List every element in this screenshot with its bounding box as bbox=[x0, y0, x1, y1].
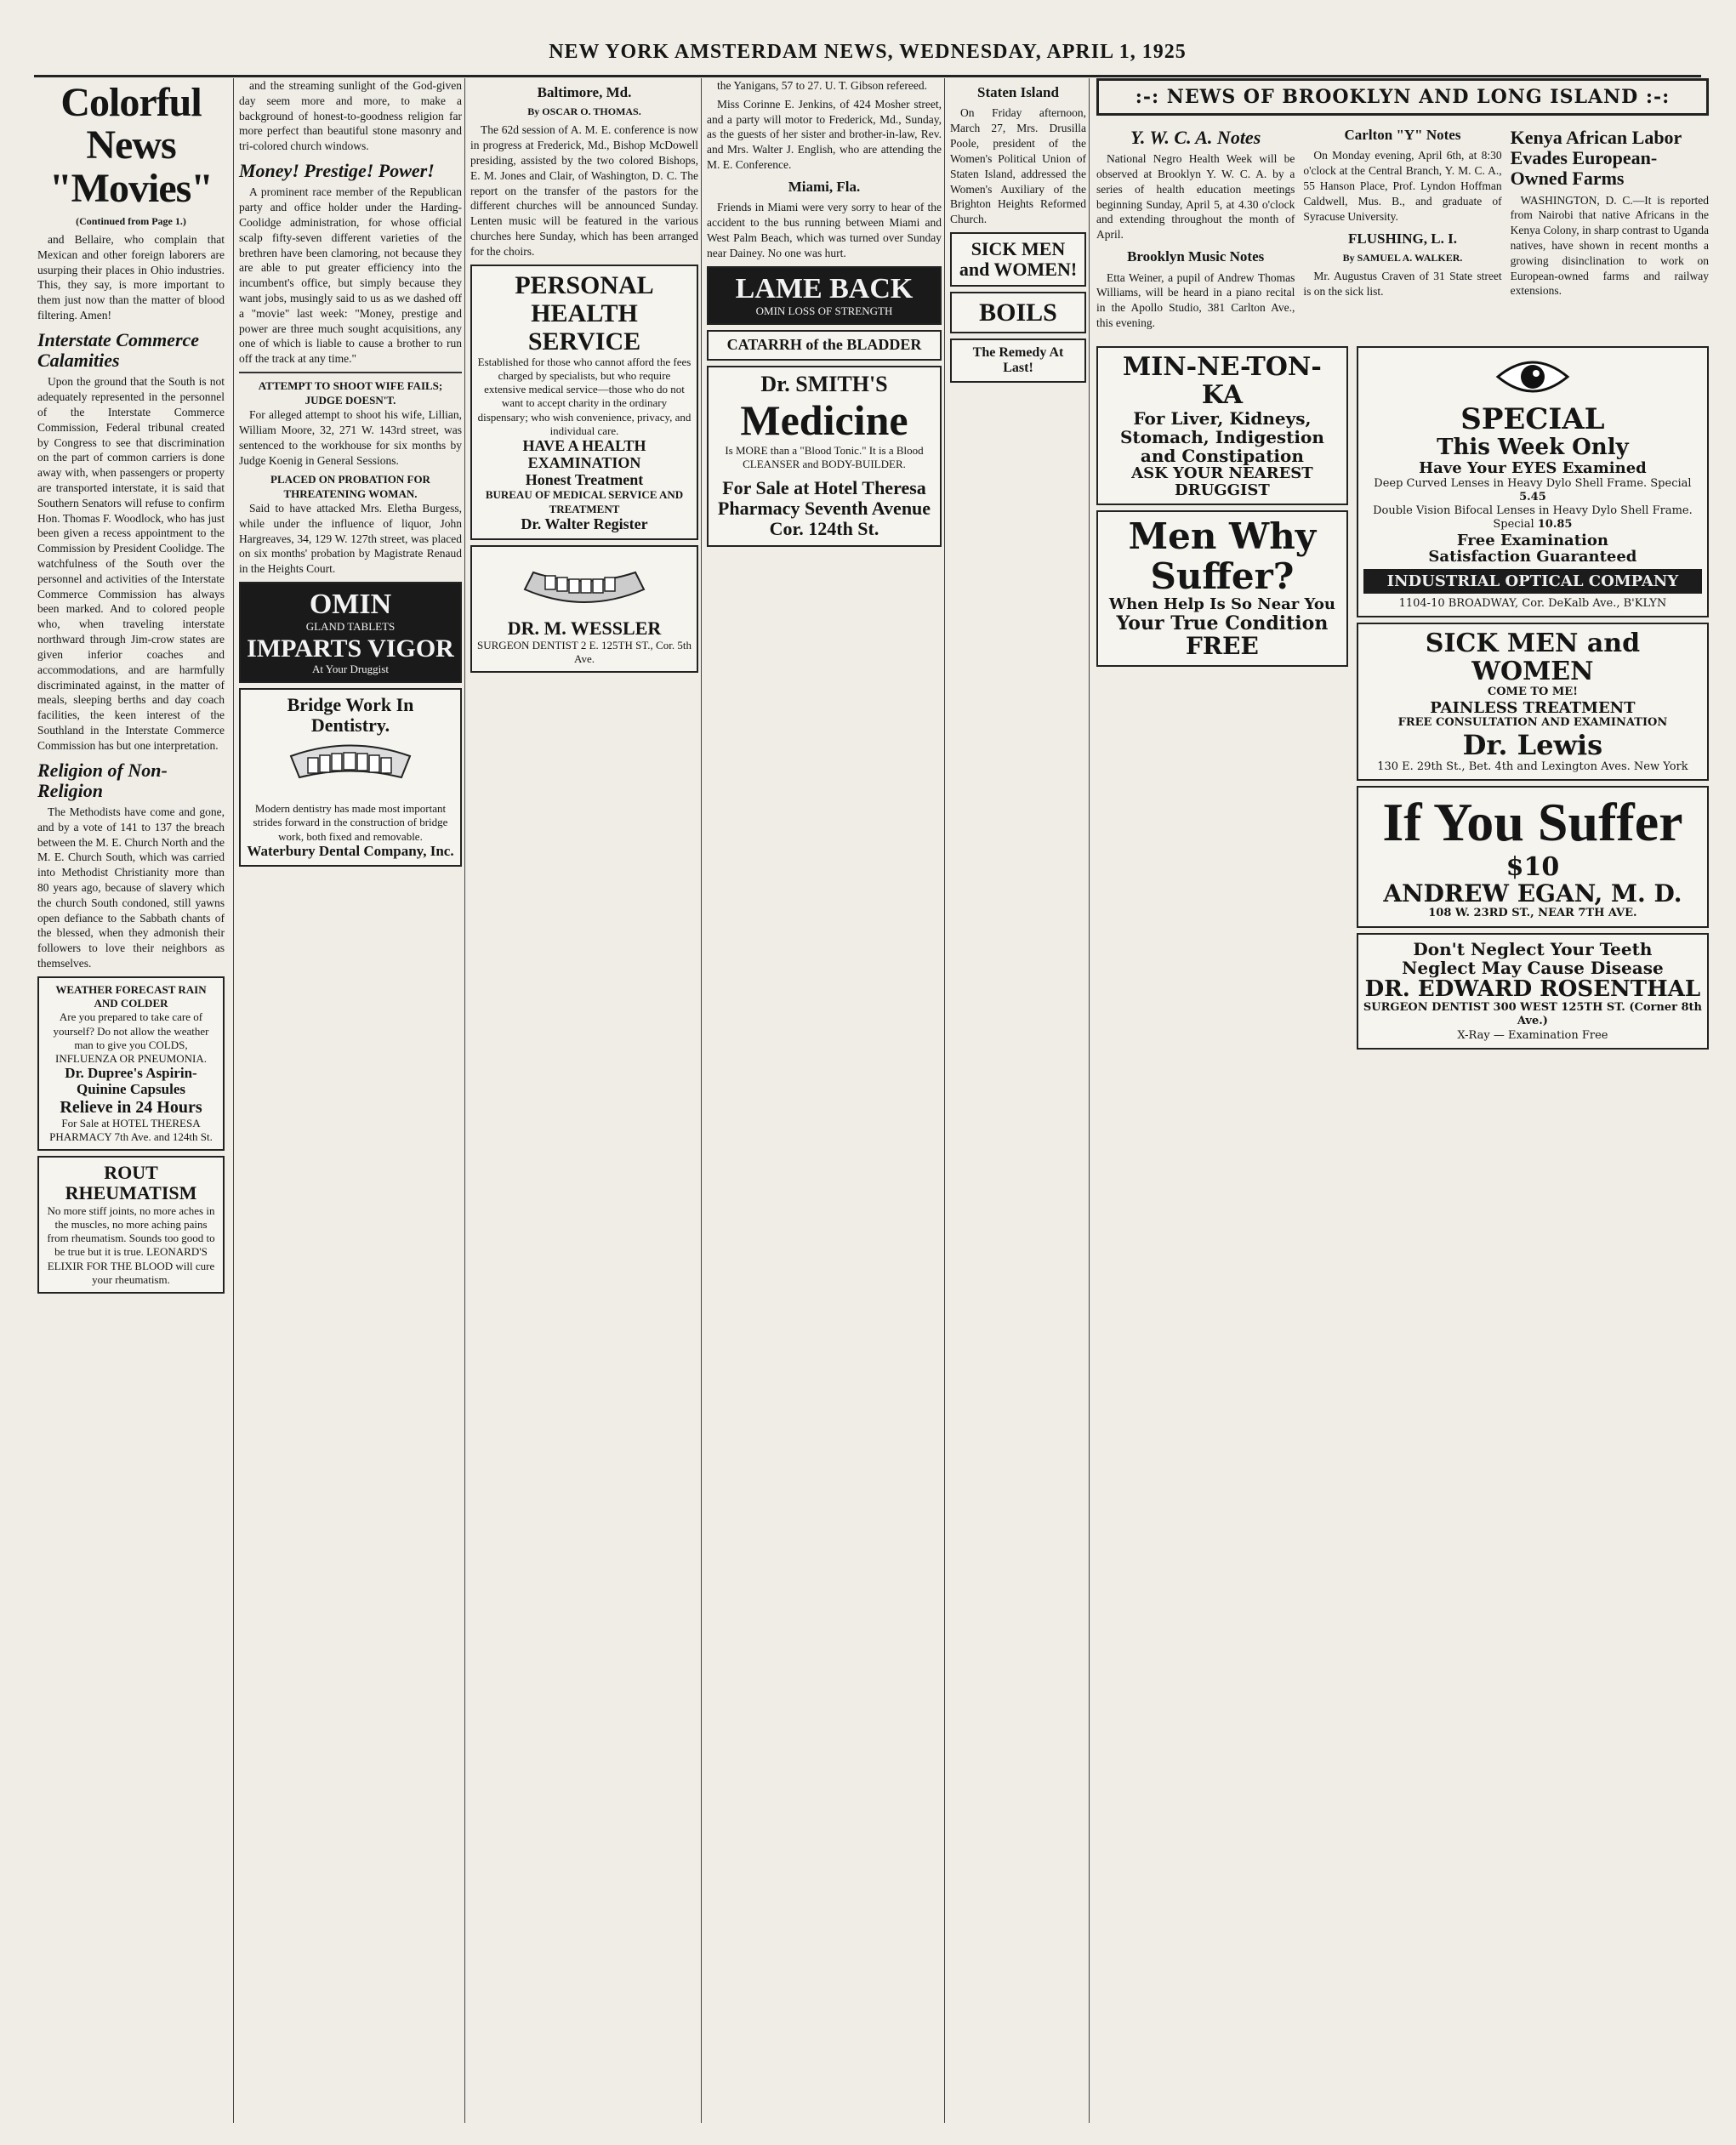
ad-exam-free: Examination Free bbox=[1507, 1028, 1608, 1042]
ad-omin-tablets bbox=[239, 582, 462, 683]
ad-weather-product: Dr. Dupree's Aspirin-Quinine Capsules bbox=[65, 1065, 197, 1098]
ad-rout-rheumatism bbox=[37, 1156, 225, 1294]
article-body-flushing: Mr. Augustus Craven of 31 State street is on the sick list. bbox=[1303, 269, 1502, 298]
article-body-ywca: National Negro Health Week will be observed at Brooklyn Y. W. C. A. by a series of health education meetings beginning Sunday, April 5, at 4.30 o'clock and extending throughout the month of April. bbox=[1096, 152, 1295, 242]
article-lead: and the streaming sunlight of the God-given day seem more and more, to make a background of honest-to-goodness religion far more perfect than beautiful stone masonry and tri-colored church windows. bbox=[239, 79, 462, 153]
ad-smith-name: Dr. SMITH'S bbox=[760, 372, 888, 396]
ad-dr-lewis: Dr. Lewis bbox=[1462, 728, 1603, 761]
continued-note: (Continued from Page 1.) bbox=[76, 215, 186, 228]
byline-flushing: By SAMUEL A. WALKER. bbox=[1342, 251, 1463, 264]
ad-special-heading: SPECIAL bbox=[1460, 401, 1605, 436]
dateline-baltimore: Baltimore, Md. bbox=[537, 84, 632, 100]
ad-minnetonka-ask: ASK YOUR NEAREST DRUGGIST bbox=[1131, 464, 1313, 499]
ad-phs-bureau: BUREAU OF MEDICAL SERVICE AND TREATMENT bbox=[485, 488, 684, 515]
brooklyn-section bbox=[1089, 78, 1709, 2123]
brooklyn-col-1 bbox=[1096, 121, 1295, 334]
column-4 bbox=[701, 78, 942, 2123]
section-heading-religion: Religion of Non-Religion bbox=[37, 759, 168, 801]
headline-probation: PLACED ON PROBATION FOR THREATENING WOMAN. bbox=[270, 472, 430, 500]
ad-catarrh bbox=[707, 330, 942, 361]
article-body-attempt: For alleged attempt to shoot his wife, Lillian, William Moore, 32, 271 W. 143rd street, was sentenced to the workhouse for six months by Judge Koenig in General Sessions. bbox=[239, 408, 462, 467]
ad-rosenthal-name: DR. EDWARD ROSENTHAL bbox=[1364, 976, 1701, 1002]
column-3 bbox=[464, 78, 698, 2123]
article-lead: the Yanigans, 57 to 27. U. T. Gibson refereed. bbox=[717, 79, 927, 92]
ad-special-eyes bbox=[1357, 346, 1709, 618]
ad-painless: PAINLESS TREATMENT bbox=[1430, 698, 1636, 717]
ad-rosenthal-teeth bbox=[1357, 933, 1709, 1050]
offer-1-price: 5.45 bbox=[1519, 490, 1546, 504]
ad-remedy-heading: The Remedy At Last! bbox=[972, 345, 1064, 375]
ad-menwhy-condition: Your True Condition bbox=[1116, 612, 1329, 634]
eye-icon bbox=[1494, 353, 1571, 401]
ad-egan-name: ANDREW EGAN, M. D. bbox=[1383, 879, 1682, 908]
article-body-carlton: On Monday evening, April 6th, at 8:30 o'clock at the Central Branch, Y. M. C. A., 55 Hanson Place, Prof. Lyndon Hoffman Caldwell, Mus. B., and graduate of Syracuse University. bbox=[1303, 149, 1502, 223]
ad-bridge-heading: Bridge Work In Dentistry. bbox=[287, 693, 414, 737]
ad-sick-men-women bbox=[1357, 623, 1709, 781]
ad-xray: X-Ray bbox=[1457, 1028, 1490, 1042]
dateline-miami: Miami, Fla. bbox=[788, 178, 861, 195]
ad-bridge-company: Waterbury Dental Company, Inc. bbox=[247, 842, 454, 859]
ad-sick-men bbox=[950, 232, 1086, 287]
ad-wessler-dentist bbox=[470, 545, 698, 674]
ad-lame-back bbox=[707, 266, 942, 326]
offer-2-price: 10.85 bbox=[1537, 518, 1573, 532]
heading-music: Brooklyn Music Notes bbox=[1127, 248, 1265, 265]
ad-special-offer-1 bbox=[1363, 477, 1702, 505]
ad-minnetonka-heading: MIN-NE-TON-KA bbox=[1123, 351, 1322, 410]
ad-phs-exam: HAVE A HEALTH EXAMINATION bbox=[522, 437, 646, 471]
ad-weather-sale: For Sale at HOTEL THERESA PHARMACY 7th Ave. and 124th St. bbox=[49, 1116, 213, 1143]
ad-suffer-price: $10 bbox=[1505, 851, 1560, 882]
heading-flushing: FLUSHING, L. I. bbox=[1347, 230, 1457, 247]
ad-free-consultation: FREE CONSULTATION AND EXAMINATION bbox=[1397, 716, 1668, 730]
ad-omin-brand: OMIN bbox=[309, 588, 392, 620]
ad-omin-type: GLAND TABLETS bbox=[305, 620, 396, 634]
article-lead: and Bellaire, who complain that Mexican and other foreign laborers are usurping their places in Ohio industries. This, they say, is more important to them just now than the matter of blood filtering. Amen! bbox=[37, 233, 225, 322]
article-body-music: Etta Weiner, a pupil of Andrew Thomas Williams, will be heard in a piano recital in the Apollo Studio, 381 Carlton Ave., this evening. bbox=[1096, 270, 1295, 329]
ad-smith-medicine: Medicine bbox=[740, 395, 908, 444]
byline: By OSCAR O. THOMAS. bbox=[527, 105, 641, 118]
ad-special-eyes-text: Have Your EYES Examined bbox=[1419, 458, 1647, 477]
column-5 bbox=[944, 78, 1086, 2123]
section-banner: :-: NEWS OF BROOKLYN AND LONG ISLAND :-: bbox=[1096, 78, 1709, 116]
ad-sickmen-come: COME TO ME! bbox=[1487, 686, 1578, 699]
ad-column-right bbox=[1357, 341, 1709, 1055]
headline-colorful-news: Colorful News "Movies" bbox=[49, 80, 213, 211]
ad-boils-heading: BOILS bbox=[979, 299, 1057, 327]
heading-kenya: Kenya African Labor Evades European-Owned Farms bbox=[1510, 127, 1682, 190]
ad-special-offer-2 bbox=[1363, 504, 1702, 532]
ad-teeth-heading: Don't Neglect Your Teeth bbox=[1413, 938, 1653, 959]
dateline-staten-island: Staten Island bbox=[977, 84, 1059, 100]
offer-1-label: Deep Curved Lenses in Heavy Dylo Shell Frame. Special bbox=[1374, 476, 1692, 490]
masthead: NEW YORK AMSTERDAM NEWS, WEDNESDAY, APRIL 1, 1925 bbox=[34, 41, 1701, 77]
ad-weather-body: Are you prepared to take care of yourself? Do not allow the weather man to give you COLDS, INFLUENZA OR PNEUMONIA. bbox=[53, 1010, 209, 1066]
ad-satisfaction: Satisfaction Guaranteed bbox=[1428, 548, 1637, 566]
brooklyn-col-3 bbox=[1511, 121, 1709, 334]
divider bbox=[239, 372, 462, 373]
article-body-money: A prominent race member of the Republican party and office holder under the Harding-Coolidge administration, for whose official scalp fifty-seven different varieties of the brethren have been clamoring, not because they are able to put greater efficiency into the incumbent's office, but simply because they want jobs, musingly said to us as we dashed off a "movie" last week: "Money, prestige and power are three much sought acquisitions, any one of which is liable to cause a brother to run off the track at any time." bbox=[239, 185, 462, 366]
article-body-interstate: Upon the ground that the South is not adequately represented in the personnel of the Interstate Commerce Commission, Federal tribunal created by Congress to see that discrimination on the part of common carriers is done away with, when passengers or property are transported interstate, it is said that Southern Senators will refuse to confirm Hon. Thomas F. Woodlock, who has just been given a recess appointment to the Commission by President Coolidge. The watchfulness of the South over the personnel and activities of the Interstate Commerce Commission has always been marked. And to colored people who, when traveling interstate northward through Jim-crow states are given inferior coaches and accommodations, and are harmfully discriminated against, in the matter of meals, sleeping berths and day coach facilities, the keen interest of the Southland in the Interstate Commerce Commission has but one interpretation. bbox=[37, 375, 225, 752]
ad-smith-sale: For Sale at Hotel Theresa Pharmacy Seventh Avenue Cor. 124th St. bbox=[717, 477, 931, 540]
ad-special-week: This Week Only bbox=[1437, 435, 1629, 461]
ad-omin-vigor: IMPARTS VIGOR bbox=[247, 634, 454, 663]
ad-lame-heading: LAME BACK bbox=[735, 272, 914, 304]
ad-rosenthal-footer: X-Ray — Examination Free bbox=[1457, 1028, 1608, 1042]
ad-min-ne-ton-ka bbox=[1096, 346, 1348, 506]
ad-menwhy-sub: When Help Is So Near You bbox=[1108, 595, 1335, 613]
ad-rosenthal-address: SURGEON DENTIST 300 WEST 125TH ST. (Corner 8th Ave.) bbox=[1363, 1001, 1702, 1028]
ad-catarrh-heading: CATARRH of the BLADDER bbox=[726, 336, 922, 354]
ad-rout-body: No more stiff joints, no more aches in the muscles, no more aching pains from rheumatism. Sounds too good to be true but it is true. LEONARD'S ELIXIR FOR THE BLOOD will cure your rheumatism. bbox=[47, 1203, 215, 1286]
heading-carlton: Carlton "Y" Notes bbox=[1344, 127, 1461, 143]
article-body-baltimore: The 62d session of A. M. E. conference is now in progress at Frederick, Md., Bishop McDowell presiding, assisted by the two colored Bishops, E. M. Jones and Clair, of Washington, D. C. The report on the transfer of the pastors for the different churches will be announced Sunday. Lenten music will be featured in the various churches here Sunday, which has been arranged for the choirs. bbox=[470, 123, 698, 258]
ad-sick-heading: SICK MEN and WOMEN! bbox=[959, 237, 1078, 281]
ad-menwhy-free: FREE bbox=[1185, 631, 1259, 660]
dentures-icon bbox=[516, 555, 652, 615]
ad-menwhy-heading: Men Why Suffer? bbox=[1128, 515, 1317, 597]
ad-optical-company: INDUSTRIAL OPTICAL COMPANY bbox=[1363, 569, 1702, 594]
section-heading-interstate: Interstate Commerce Calamities bbox=[37, 328, 200, 372]
ad-teeth-list: Neglect May Cause Disease bbox=[1402, 957, 1664, 978]
column-1 bbox=[37, 78, 225, 2123]
ad-omin-druggist: At Your Druggist bbox=[312, 662, 389, 675]
ad-egan-address: 108 W. 23RD ST., NEAR 7TH AVE. bbox=[1428, 907, 1637, 920]
ad-free-exam: Free Examination bbox=[1456, 531, 1608, 549]
ad-phs-body: Established for those who cannot afford the fees charged by specialists, but who require extensive medical service—those who do not want to accept charity in the ordinary dispensary; who wish convenience, privacy, and individual care. bbox=[477, 355, 692, 437]
ad-lame-body: OMIN LOSS OF STRENGTH bbox=[755, 304, 893, 317]
ad-weather-relief: Relieve in 24 Hours bbox=[60, 1097, 202, 1117]
ad-row bbox=[1096, 341, 1709, 1055]
article-body-kenya: WASHINGTON, D. C.—It is reported from Nairobi that native Africans in the Kenya Colony, in sharp contrast to Uganda natives, have shown in recent months a growing disinclination to work on European-owned farms and railway extensions. bbox=[1510, 193, 1709, 298]
ad-optical-address: 1104-10 BROADWAY, Cor. DeKalb Ave., B'KLYN bbox=[1398, 597, 1667, 611]
ad-minnetonka-body: For Liver, Kidneys, Stomach, Indigestion and Constipation bbox=[1119, 407, 1324, 466]
ad-column-left bbox=[1096, 341, 1348, 1055]
brooklyn-columns bbox=[1096, 121, 1709, 334]
ad-weather-forecast bbox=[37, 976, 225, 1151]
ad-sickmen-heading: SICK MEN and WOMEN bbox=[1425, 629, 1641, 687]
ad-rout-heading: ROUT RHEUMATISM bbox=[65, 1162, 197, 1204]
ad-phs-doctor: Dr. Walter Register bbox=[521, 515, 648, 532]
ad-phs-honest: Honest Treatment bbox=[525, 470, 644, 488]
ad-lewis-address: 130 E. 29th St., Bet. 4th and Lexington Aves. New York bbox=[1377, 760, 1688, 773]
ad-personal-health bbox=[470, 265, 698, 540]
ad-weather-heading: WEATHER FORECAST RAIN AND COLDER bbox=[55, 982, 207, 1010]
ad-wessler-name: DR. M. WESSLER bbox=[507, 617, 662, 639]
ad-boils bbox=[950, 292, 1086, 333]
ad-suffer-heading: If You Suffer bbox=[1382, 792, 1683, 853]
article-body-religion: The Methodists have come and gone, and by a vote of 141 to 137 the breach between the M. E. Church North and the M. E. Church South, which was carried into Methodist Christianity more than 80 years ago, because of slavery which the church South condoned, still yawns open defiance to the Sabbath chants of the blessed, when they admonish their followers to love their neighbors as themselves. bbox=[37, 805, 225, 970]
article-body-miami: Friends in Miami were very sorry to hear of the accident to the bus running between Miami and West Palm Beach, which was turned over Sunday near Dainey. No one was hurt. bbox=[707, 201, 942, 259]
ad-remedy bbox=[950, 339, 1086, 382]
ad-bridge-body: Modern dentistry has made most important strides forward in the construction of bridge work, both fixed and removable. bbox=[253, 802, 448, 843]
ad-bridge-work bbox=[239, 688, 462, 867]
headline-attempt: ATTEMPT TO SHOOT WIFE FAILS; JUDGE DOESN'T. bbox=[258, 379, 443, 407]
offer-2-label: Double Vision Bifocal Lenses in Heavy Dylo Shell Frame. Special bbox=[1373, 504, 1693, 532]
heading-ywca: Y. W. C. A. Notes bbox=[1130, 127, 1261, 148]
column-2 bbox=[233, 78, 462, 2123]
section-heading-money: Money! Prestige! Power! bbox=[239, 160, 435, 182]
article-body-staten: On Friday afternoon, March 27, Mrs. Drusilla Poole, president of the Women's Political Union of Staten Island, addressed the Women's Auxiliary of the Brighton Heights Reformed Church. bbox=[950, 106, 1086, 226]
article-body-jenkins: Miss Corinne E. Jenkins, of 424 Mosher street, and a party will motor to Frederick, Md., Sunday, as the guests of her sister and brother-in-law, Rev. and Mrs. Walter J. English, who are attending the M. E. Conference. bbox=[707, 97, 942, 172]
ad-if-you-suffer bbox=[1357, 786, 1709, 927]
ad-smith-body: Is MORE than a "Blood Tonic." It is a Blood CLEANSER and BODY-BUILDER. bbox=[725, 443, 924, 470]
article-body-probation: Said to have attacked Mrs. Eletha Burgess, while under the influence of liquor, John Hargreaves, 34, 129 W. 127th street, was placed on six months' probation by Magistrate Renaud in the Heights Court. bbox=[239, 501, 462, 576]
ad-wessler-address: SURGEON DENTIST 2 E. 125TH ST., Cor. 5th Ave. bbox=[477, 638, 692, 666]
dentures-icon bbox=[282, 739, 418, 799]
ad-dr-smith bbox=[707, 366, 942, 547]
ad-phs-heading: PERSONAL HEALTH SERVICE bbox=[515, 270, 654, 356]
ad-men-why-suffer bbox=[1096, 510, 1348, 666]
brooklyn-col-2 bbox=[1303, 121, 1501, 334]
